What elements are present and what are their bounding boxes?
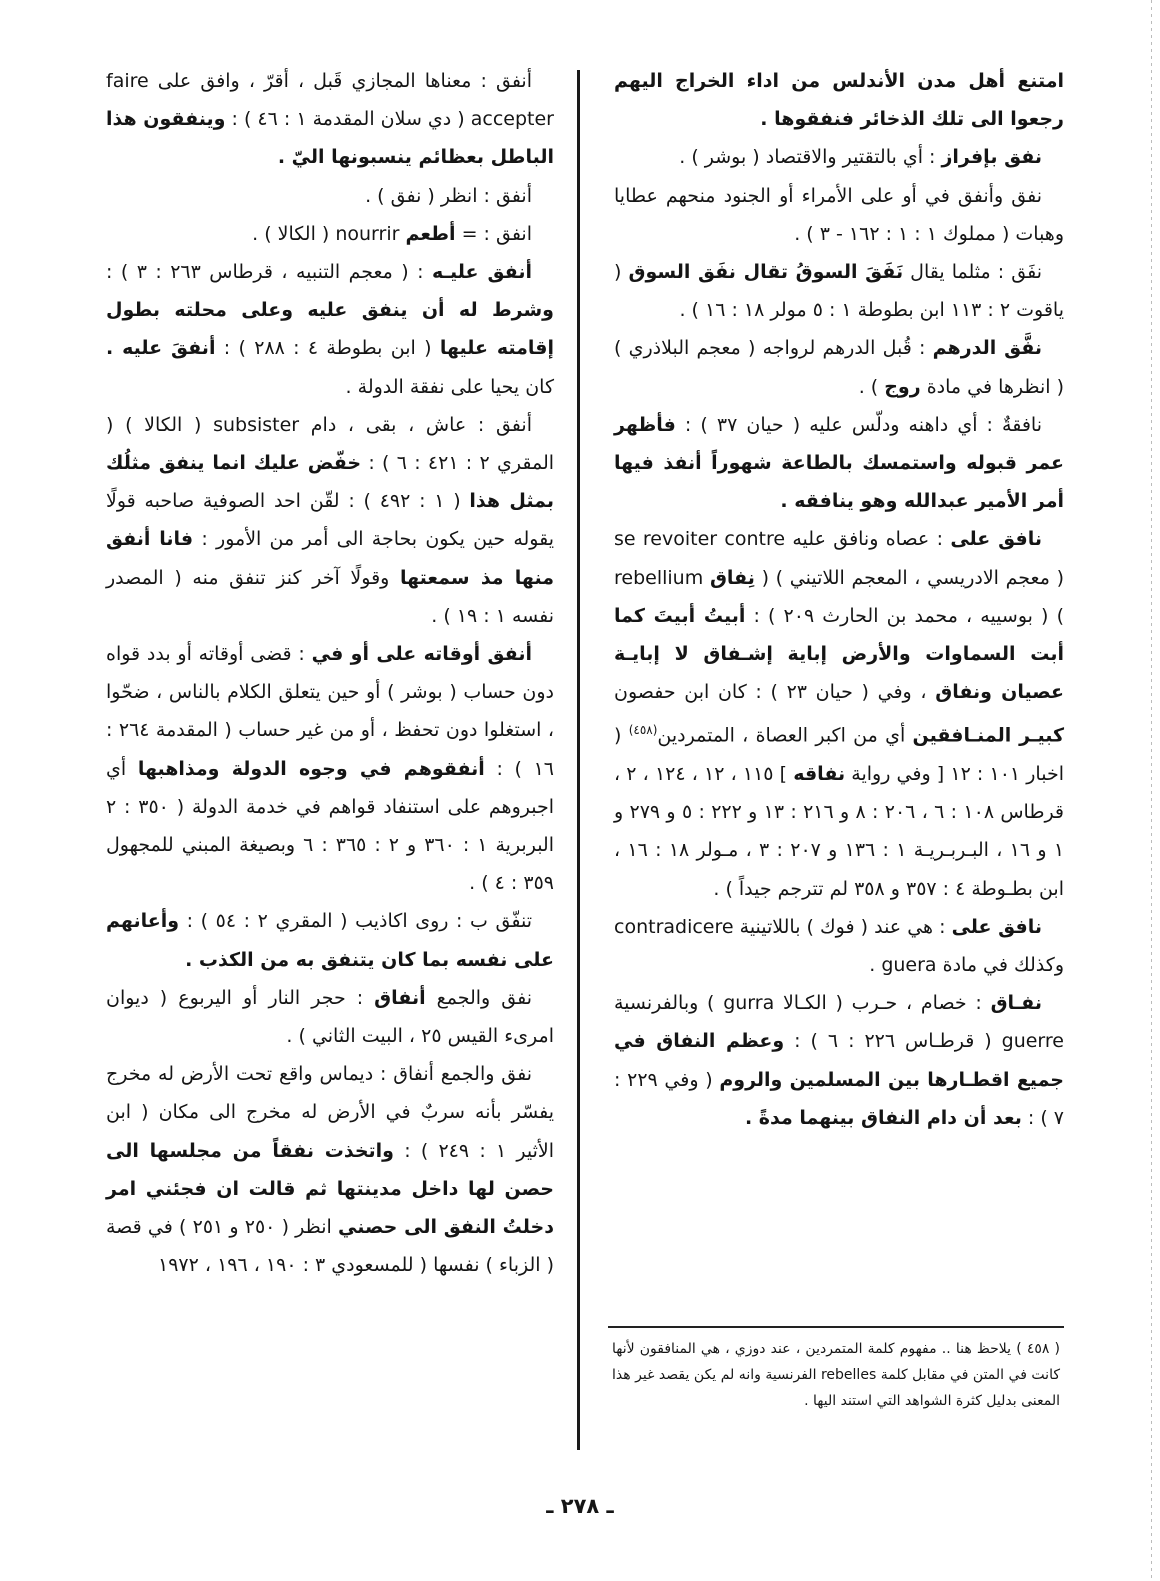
- right-column: [614, 62, 1064, 1137]
- text-run: : حجر النار أو اليربوع ( ديوان امرىء القيس ٢٥ ، البيت الثاني ) .: [106, 986, 554, 1048]
- paragraph: [614, 253, 1064, 329]
- text-run: : أي بالتقتير والاقتصاد ( بوشر ) .: [679, 146, 942, 169]
- text-run: أنفق : انظر ( نفق ) .: [365, 184, 532, 207]
- headword: أنفقوهم في وجوه الدولة ومذاهبها: [137, 757, 485, 780]
- paragraph: [106, 177, 554, 215]
- paragraph: [614, 406, 1064, 521]
- paragraph: [106, 979, 554, 1055]
- paragraph: [614, 908, 1064, 984]
- text-run: نفق والجمع: [425, 986, 532, 1009]
- footnote-divider: [608, 1326, 1064, 1328]
- text-run: ( وفي ٢٢٩ : ٧ ) :: [614, 1068, 1064, 1129]
- headword: نفق بإفراز: [941, 146, 1042, 169]
- headword: وعظم النفاق في جميع اقطـارها بين المسلمين والروم: [614, 1030, 1064, 1091]
- text-run: انظر ( ٢٥٠ و ٢٥١ ) في قصة ( الزباء ) نفسها ( للمسعودي ٣ : ١٩٠ ، ١٩٦ ، ١٩٧٢: [106, 1216, 554, 1277]
- paragraph: [614, 138, 1064, 176]
- paragraph: [106, 215, 554, 253]
- headword: أبيتُ أبيتَ كما أبت السماوات والأرض إباية إشـفاق لا إبايـة عصيان ونفاق: [614, 604, 1064, 704]
- text-run: : هي عند ( فوك ) باللاتينية contradicere وكذلك في مادة guera .: [614, 915, 1064, 976]
- headword: بعد أن دام النفاق بينهما مدةً .: [744, 1106, 1022, 1129]
- headword: أنفق أوقاته على أو في: [311, 643, 532, 666]
- headword: وينفقون هذا الباطل بعظائم ينسبونها اليّ .: [106, 108, 554, 169]
- headword: أنفاق: [374, 986, 426, 1009]
- text-run: : قضى أوقاته أو بدد قواه دون حساب ( بوشر ) أو حين يتعلق الكلام بالناس ، ضحّوا ، استغلوا دون تحفظ ، أو من غير حساب ( المقدمة ٢٦٤ : ١٦ ) :: [106, 643, 554, 780]
- headword: كبيـر المنـافقين: [912, 724, 1065, 747]
- headword: أنفقَ عليه .: [106, 337, 216, 360]
- paragraph: [106, 406, 554, 635]
- headword: واتخذت نفقاً من مجلسها الى حصن لها داخل مدينتها ثم قالت ان فجئني امر دخلتُ النفق الى حصني: [106, 1139, 554, 1239]
- text-run: نفَق : مثلما يقال: [903, 261, 1042, 284]
- headword: وأعانهم على نفسه بما كان يتنفق به من الكذب .: [106, 910, 554, 971]
- headword: أنفق عليـه: [432, 261, 532, 284]
- text-run: (٤٥٨): [628, 723, 658, 738]
- text-run: : ( معجم التنبيه ، قرطاس ٢٦٣ : ٣ ) :: [106, 261, 433, 284]
- paragraph: [614, 177, 1064, 253]
- paragraph: [614, 329, 1064, 405]
- headword: روج: [884, 375, 921, 398]
- headword: فانا أنفق منها مذ سمعتها: [106, 528, 554, 589]
- headword: فأظهر عمر قبوله واستمسك بالطاعة شهوراً أنفذ فيها أمر الأمير عبدالله وهو ينافقه .: [614, 413, 1064, 513]
- paragraph: [614, 62, 1064, 138]
- text-run: وقولًا آخر كنز تنفق منه ( المصدر نفسه ١ : ١٩ ) .: [106, 566, 554, 627]
- text-run: كان يحيا على نفقة الدولة .: [345, 375, 554, 398]
- text-run: nourrir ( الكالا ) .: [252, 222, 406, 245]
- text-run: أي اجبروهم على استنفاد قواهم في خدمة الدولة ( ٣٥٠ : ٢ البربرية ١ : ٣٦٠ و ٢ : ٣٦٥ : ٦ وبصيغة المبني للمجهول ٣٥٩ : ٤ ) .: [106, 757, 555, 895]
- text-run: نفق وأنفق في أو على الأمراء أو الجنود منحهم عطايا وهبات ( مملوك ١ : ١ : ١٦٢ - ٣ ) .: [614, 184, 1064, 245]
- footnote: [612, 1336, 1060, 1414]
- headword: أطعم: [405, 222, 456, 245]
- paragraph: [106, 62, 554, 177]
- column-divider: [577, 70, 580, 1450]
- headword: نفـاق: [990, 992, 1042, 1015]
- text-run: أنفق : عاش ، بقى ، دام subsister ( الكالا ) ( المقري ٢ : ٤٢١ : ٦ ) :: [106, 413, 555, 475]
- text-run: نفق والجمع أنفاق : ديماس واقع تحت الأرض له مخرج يفسّر بأنه سربٌ في الأرض له مخرج الى مكان ( ابن الأثير ١ : ٢٤٩ ) :: [106, 1063, 554, 1162]
- headword: خفّض عليك انما ينفق مثلُك بمثل هذا: [106, 452, 554, 513]
- text-run: : عصاه ونافق عليه se revoiter contre ( معجم الادريسي ، المعجم اللاتيني ) (: [614, 528, 1064, 589]
- text-run: ] ١١٥ ، ١٢ ، ١٢٤ ، ٢ ، قرطاس ١٠٨ : ٦ ، ٢٠٦ : ٨ و ٢١٦ : ١٣ و ٢٢٢ : ٥ و ٢٧٩ و ١ و ١٦ ، البـربـريـة ١ : ١٣٦ و ٢٠٧ : ٣ ، مـولر ١٨ : ١٦ ، ابن بطـوطة ٤ : ٣٥٧ و ٣٥٨ لم تترجم جيداً ) .: [614, 762, 1065, 900]
- paragraph: [106, 253, 554, 406]
- headword: نافق على: [951, 915, 1042, 938]
- text-run: انفق : =: [455, 222, 532, 245]
- text-run: ( ١ : ٤٩٢ ) : لقّن احد الصوفية صاحبه قولًا يقوله حين يكون بحاجة الى أمر من الأمور :: [106, 490, 555, 551]
- headword: نَفَقَ السوقُ تقال نفَق السوق: [628, 261, 904, 284]
- text-run: تنفّق ب : روى اكاذيب ( المقري ٢ : ٥٤ ) :: [179, 910, 533, 933]
- text-run: ) .: [858, 375, 885, 398]
- text-run: ، وفي ( حيان ٢٣ ) : كان ابن حفصون: [614, 681, 936, 704]
- text-run: أي من اكبر العصاة ، المتمردين: [657, 724, 913, 747]
- headword: نفاقه: [793, 762, 846, 785]
- text-run: : قُبل الدرهم لرواجه ( معجم البلاذري ) ( انظرها في مادة: [614, 337, 1064, 398]
- text-run: ( ٤٥٨ ) يلاحظ هنا .. مفهوم كلمة المتمردين ، عند دوزي ، هي المنافقون لأنها كانت في المتن في مقابل كلمة rebelles الفرنسية وانه لم يكن يقصد غير هذا المعنى بدليل كثرة الشواهد التي استند اليها .: [612, 1341, 1061, 1409]
- paragraph: [614, 984, 1064, 1137]
- paragraph: [106, 902, 554, 978]
- text-run: ( ابن بطوطة ٤ : ٢٨٨ ) :: [215, 337, 440, 360]
- page-edge: [1151, 0, 1152, 1581]
- headword: وشرط له أن ينفق عليه وعلى محلته بطول إقامته عليها: [106, 299, 554, 360]
- left-column: [106, 62, 554, 1285]
- text-run: rebellium ) ( بوسييه ، محمد بن الحارث ٢٠٩ ) :: [614, 566, 1065, 627]
- text-run: نافقةٌ : أي داهنه ودلّس عليه ( حيان ٣٧ ) :: [675, 413, 1042, 436]
- text-run: أنفق : معناها المجازي قَبل ، أقرّ ، وافق على faire accepter ( دي سلان المقدمة ١ : ٤٦ ) :: [106, 70, 554, 131]
- headword: نفَّق الدرهم: [932, 337, 1043, 360]
- text-run: ( اخبار ١٠١ : ١٢ [ وفي رواية: [614, 724, 1064, 785]
- paragraph: [106, 1055, 554, 1284]
- headword: نِفاق: [709, 566, 755, 589]
- text-run: ( ياقوت ٢ : ١١٣ ابن بطوطة ١ : ٥ مولر ١٨ : ١٦ ) .: [614, 261, 1064, 322]
- text-run: : خصام ، حـرب ( الكـالا gurra ) وبالفرنسية guerre ( قرطـاس ٢٢٦ : ٦ ) :: [614, 992, 1064, 1053]
- footnote-text: [612, 1336, 1060, 1414]
- headword: نافق على: [950, 528, 1042, 551]
- paragraph: [106, 635, 554, 902]
- page-number: ـ ٢٧٨ ـ: [546, 1494, 614, 1518]
- headword: امتنع أهل مدن الأندلس من اداء الخراج اليهم رجعوا الى تلك الذخائر فنفقوها .: [614, 70, 1064, 131]
- paragraph: [614, 520, 1064, 907]
